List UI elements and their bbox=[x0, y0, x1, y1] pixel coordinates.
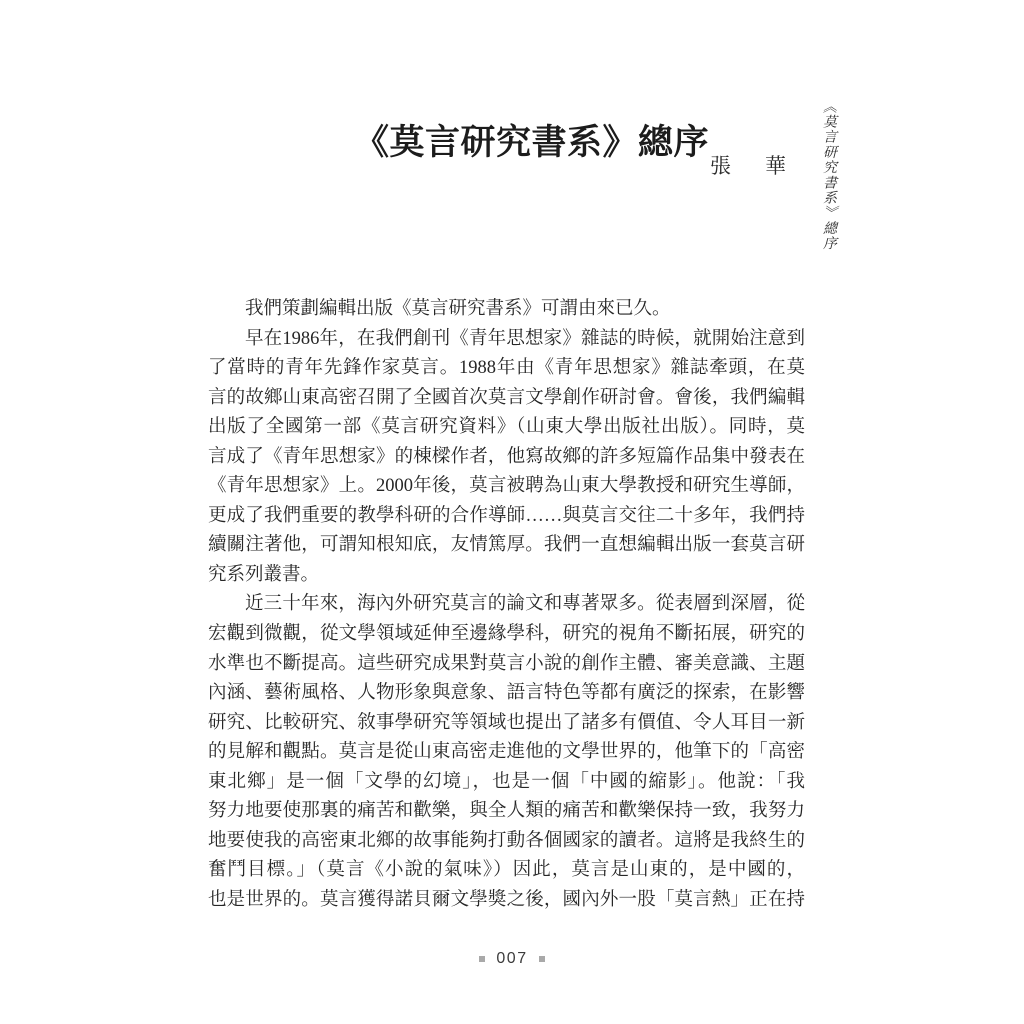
text-line: 努力地要使那裏的痛苦和歡樂，與全人類的痛苦和歡樂保持一致，我努力 bbox=[208, 801, 805, 822]
vertical-running-title: 《莫言研究書系》總序 bbox=[821, 99, 836, 251]
text-line: 續關注著他，可謂知根知底，友情篤厚。我們一直想編輯出版一套莫言研 bbox=[208, 535, 805, 556]
text-line: 早在1986年，在我們創刊《青年思想家》雜誌的時候，就開始注意到 bbox=[245, 328, 805, 349]
page-title: 《莫言研究書系》總序 bbox=[354, 123, 710, 163]
text-line: 地要使我的高密東北鄉的故事能夠打動各個國家的讀者。這將是我終生的 bbox=[208, 830, 805, 851]
page-footer bbox=[0, 950, 1024, 968]
text-line: 我們策劃編輯出版《莫言研究書系》可謂由來已久。 bbox=[245, 299, 671, 319]
folio-ornament-left-icon bbox=[479, 956, 485, 962]
folio-ornament-right-icon bbox=[539, 956, 545, 962]
text-line: 水準也不斷提高。這些研究成果對莫言小說的創作主體、審美意識、主題 bbox=[208, 653, 805, 674]
body-text-block bbox=[208, 295, 805, 915]
text-line: 近三十年來，海內外研究莫言的論文和專著眾多。從表層到深層，從 bbox=[245, 594, 805, 615]
author-surname: 張 bbox=[710, 154, 731, 178]
text-line: 更成了我們重要的教學科研的合作導師……與莫言交往二十多年，我們持 bbox=[208, 505, 805, 526]
text-line: 的見解和觀點。莫言是從山東高密走進他的文學世界的，他筆下的「高密 bbox=[208, 742, 805, 763]
text-line: 言成了《青年思想家》的棟樑作者，他寫故鄉的許多短篇作品集中發表在 bbox=[208, 446, 805, 467]
text-line: 《青年思想家》上。2000年後，莫言被聘為山東大學教授和研究生導師， bbox=[208, 476, 805, 497]
text-line: 內涵、藝術風格、人物形象與意象、語言特色等都有廣泛的探索，在影響 bbox=[208, 683, 805, 704]
author-name bbox=[710, 150, 786, 180]
text-line: 了當時的青年先鋒作家莫言。1988年由《青年思想家》雜誌牽頭，在莫 bbox=[208, 358, 805, 379]
text-line: 奮鬥目標。」（莫言《小說的氣味》）因此，莫言是山東的，是中國的， bbox=[208, 860, 805, 881]
page-number: 007 bbox=[496, 950, 528, 967]
text-line: 言的故鄉山東高密召開了全國首次莫言文學創作研討會。會後，我們編輯 bbox=[208, 387, 805, 408]
text-line: 也是世界的。莫言獲得諾貝爾文學獎之後，國內外一股「莫言熱」正在持 bbox=[208, 889, 805, 910]
text-line: 究系列叢書。 bbox=[208, 564, 320, 585]
text-line: 宏觀到微觀，從文學領域延伸至邊緣學科，研究的視角不斷拓展，研究的 bbox=[208, 624, 805, 645]
author-given-name: 華 bbox=[765, 154, 786, 178]
text-line: 研究、比較研究、敘事學研究等領域也提出了諸多有價值、令人耳目一新 bbox=[208, 712, 805, 733]
text-line: 東北鄉」是一個「文學的幻境」，也是一個「中國的縮影」。他說：「我 bbox=[208, 771, 805, 792]
text-line: 出版了全國第一部《莫言研究資料》（山東大學出版社出版）。同時，莫 bbox=[208, 417, 805, 438]
